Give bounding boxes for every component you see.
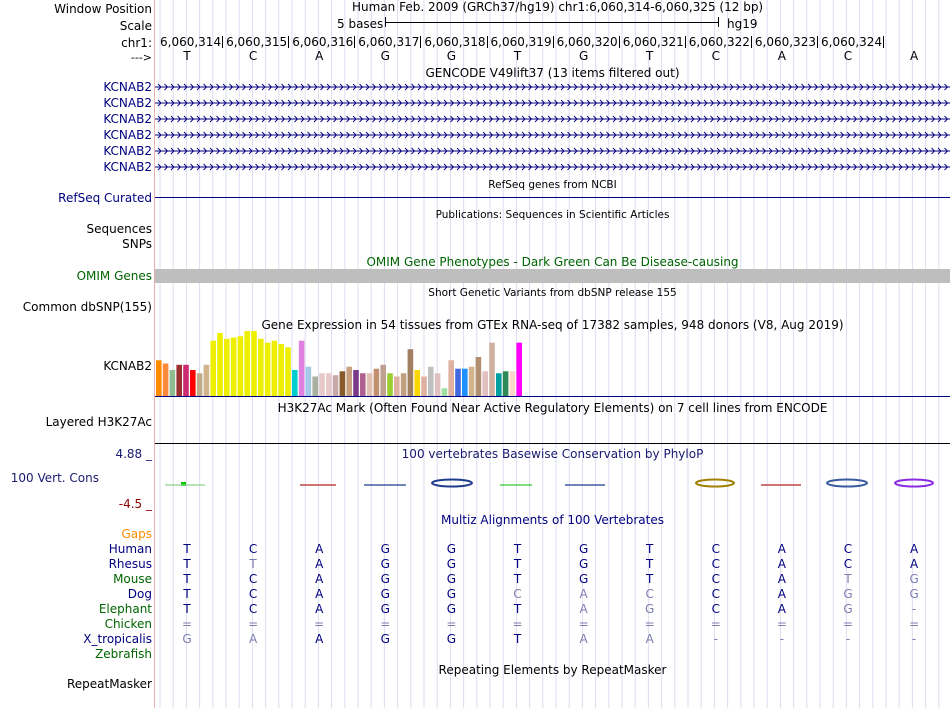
position-tick-label: 6,060,323 <box>754 35 816 49</box>
species-label-mouse[interactable]: Mouse <box>113 572 152 586</box>
scale-bar-left-tick <box>385 17 386 27</box>
species-label-dog[interactable]: Dog <box>127 587 152 601</box>
gtex-tissue-bar <box>170 370 176 396</box>
position-tick <box>487 36 488 48</box>
gtex-tissue-bar <box>299 341 305 396</box>
gencode-item-label[interactable]: KCNAB2 <box>103 160 152 174</box>
gtex-tissue-bar <box>482 371 488 396</box>
base-letter: C <box>843 49 853 63</box>
position-tick-label: 6,060,324 <box>821 35 883 49</box>
alignment-base: A <box>777 542 786 556</box>
alignment-base: C <box>248 602 258 616</box>
position-tick <box>354 36 355 48</box>
position-tick-label: 6,060,317 <box>358 35 420 49</box>
position-tick <box>883 36 884 48</box>
gtex-tissue-bar <box>197 373 203 396</box>
alignment-base: - <box>713 632 718 646</box>
gtex-tissue-bar <box>346 367 352 396</box>
phylop-score-mark <box>696 480 734 487</box>
base-letter: C <box>248 49 258 63</box>
dbsnp-track-title: Short Genetic Variants from dbSNP release 155 <box>428 287 677 299</box>
assembly-label: hg19 <box>727 17 758 31</box>
position-tick-label: 6,060,320 <box>556 35 618 49</box>
species-label-elephant[interactable]: Elephant <box>98 602 152 616</box>
alignment-base: C <box>711 587 720 601</box>
species-label-x-tropicalis[interactable]: X_tropicalis <box>83 632 152 646</box>
alignment-base: - <box>911 602 917 616</box>
gtex-tissue-bar <box>272 341 278 396</box>
phylop-max-label: 4.88 _ <box>115 447 152 461</box>
position-tick-label: 6,060,322 <box>688 35 750 49</box>
gaps-track-label[interactable]: Gaps <box>121 527 152 541</box>
multiz-track-title: Multiz Alignments of 100 Vertebrates <box>440 513 665 527</box>
base-letter: T <box>183 49 191 63</box>
snps-track-label[interactable]: SNPs <box>122 237 152 251</box>
alignment-base: T <box>646 557 654 571</box>
gencode-item-label[interactable]: KCNAB2 <box>103 112 152 126</box>
track-image[interactable] <box>155 0 950 708</box>
alignment-base: T <box>646 542 654 556</box>
base-letter: A <box>315 49 324 63</box>
strand-arrow-label: ---> <box>130 51 152 64</box>
alignment-base: G <box>380 602 390 616</box>
alignment-base: = <box>644 617 655 631</box>
omim-track-title: OMIM Gene Phenotypes - Dark Green Can Be Disease-causing <box>366 255 739 269</box>
gtex-tissue-bar <box>258 339 264 396</box>
alignment-base: = <box>512 617 523 631</box>
base-letter: G <box>380 49 390 63</box>
species-label-zebrafish[interactable]: Zebrafish <box>95 647 152 661</box>
alignment-base: A <box>645 632 654 646</box>
gtex-tissue-bar <box>401 373 407 396</box>
alignment-base: = <box>446 617 457 631</box>
alignment-base: T <box>646 572 654 586</box>
gtex-tissue-bar <box>360 373 366 396</box>
position-tick <box>685 36 686 48</box>
position-tick-label: 6,060,314 <box>160 35 222 49</box>
gencode-track-title: GENCODE V49lift37 (13 items filtered out) <box>425 66 680 80</box>
alignment-base: G <box>843 602 853 616</box>
publications-track-title: Publications: Sequences in Scientific Articles <box>435 209 670 221</box>
alignment-base: = <box>776 617 787 631</box>
alignment-base: T <box>183 587 191 601</box>
alignment-base: T <box>183 602 191 616</box>
gtex-tissue-bar <box>367 373 373 396</box>
phylop-score-mark <box>827 480 867 487</box>
repeatmasker-track-title: Repeating Elements by RepeatMasker <box>438 663 667 677</box>
gtex-bar-chart[interactable] <box>155 329 555 397</box>
base-letter: T <box>646 49 654 63</box>
alignment-base: T <box>183 572 191 586</box>
gtex-tissue-bar <box>516 343 522 396</box>
gtex-tissue-bar <box>387 373 393 396</box>
alignment-base: A <box>579 602 588 616</box>
base-letter: A <box>909 49 919 63</box>
alignment-base: T <box>513 542 522 556</box>
alignment-base: G <box>446 542 457 556</box>
gtex-tissue-bar <box>292 370 298 396</box>
gtex-tissue-bar <box>210 341 216 396</box>
alignment-base: - <box>845 632 851 646</box>
refseq-track-label[interactable]: RefSeq Curated <box>58 191 152 205</box>
gtex-tissue-bar <box>489 343 495 396</box>
scale-label: Scale <box>119 19 152 33</box>
species-label-chicken[interactable]: Chicken <box>104 617 152 631</box>
alignment-base: C <box>248 542 258 556</box>
gtex-tissue-bar <box>435 373 441 396</box>
phylop-conservation-graph[interactable] <box>155 472 950 502</box>
gtex-tissue-bar <box>421 377 427 397</box>
alignment-base: A <box>315 572 324 586</box>
gtex-tissue-bar <box>394 377 400 397</box>
gtex-tissue-bar <box>156 360 162 396</box>
alignment-base: G <box>380 632 390 646</box>
h3k27ac-baseline <box>155 443 950 444</box>
phylop-track-label[interactable]: 100 Vert. Cons <box>10 471 99 485</box>
species-label-rhesus[interactable]: Rhesus <box>108 557 152 571</box>
gtex-tissue-bar <box>231 338 237 397</box>
gtex-tissue-bar <box>238 336 244 396</box>
base-letter: G <box>578 49 589 63</box>
alignment-base: A <box>315 632 324 646</box>
gtex-tissue-bar <box>408 349 414 396</box>
alignment-base: = <box>248 617 259 631</box>
alignment-base: A <box>909 542 919 556</box>
position-tick-label: 6,060,316 <box>292 35 354 49</box>
alignment-base: C <box>711 557 720 571</box>
gtex-tissue-bar <box>353 370 359 396</box>
gtex-tissue-bar <box>251 331 257 396</box>
position-tick-label: 6,060,321 <box>622 35 684 49</box>
alignment-base: C <box>711 572 720 586</box>
gencode-item-label[interactable]: KCNAB2 <box>103 80 152 94</box>
alignment-base: A <box>315 587 324 601</box>
alignment-base: - <box>911 632 917 646</box>
alignment-base: G <box>578 557 589 571</box>
gencode-features[interactable] <box>155 80 950 180</box>
gtex-tissue-bar <box>163 364 169 397</box>
gtex-track-title: Gene Expression in 54 tissues from GTEx RNA-seq of 17382 samples, 948 donors (V8, Aug 2019) <box>261 318 844 332</box>
alignment-base: = <box>909 617 920 631</box>
gtex-tissue-bar <box>265 343 271 396</box>
alignment-base: G <box>446 632 457 646</box>
gtex-tissue-bar <box>217 333 223 396</box>
alignment-base: = <box>380 617 391 631</box>
gtex-track-label[interactable]: KCNAB2 <box>103 359 152 373</box>
alignment-base: G <box>380 542 390 556</box>
phylop-score-mark <box>895 480 933 487</box>
position-tick <box>288 36 289 48</box>
alignment-base: = <box>710 617 721 631</box>
alignment-base: = <box>842 617 854 631</box>
omim-gene-bar[interactable] <box>155 269 950 283</box>
alignment-base: A <box>579 632 588 646</box>
alignment-base: = <box>314 617 325 631</box>
base-letter: A <box>777 49 786 63</box>
alignment-base: G <box>645 602 655 616</box>
gtex-tissue-bar <box>455 369 461 396</box>
alignment-base: G <box>843 587 853 601</box>
scale-bar <box>385 22 718 23</box>
alignment-base: C <box>843 557 853 571</box>
chr-label: chr1: <box>121 36 152 50</box>
alignment-base: A <box>315 542 324 556</box>
alignment-base: G <box>446 587 457 601</box>
sequences-track-label[interactable]: Sequences <box>86 222 152 236</box>
refseq-track-title: RefSeq genes from NCBI <box>488 179 617 191</box>
alignment-base: C <box>513 587 522 601</box>
phylop-track-title: 100 vertebrates Basewise Conservation by PhyloP <box>401 447 704 461</box>
scale-text: 5 bases <box>337 17 384 31</box>
gtex-tissue-bar <box>306 367 312 396</box>
gtex-tissue-bar <box>285 347 291 396</box>
phylop-score-mark <box>432 480 472 487</box>
alignment-base: T <box>183 542 191 556</box>
window-position-text: Human Feb. 2009 (GRCh37/hg19) chr1:6,060,314-6,060,325 (12 bp) <box>352 0 764 14</box>
alignment-base: G <box>578 542 589 556</box>
gtex-tissue-bar <box>448 360 454 396</box>
h3k27ac-track-title: H3K27Ac Mark (Often Found Near Active Regulatory Elements) on 7 cell lines from ENCODE <box>277 401 828 415</box>
species-label-human[interactable]: Human <box>108 542 152 556</box>
gtex-tissue-bar <box>510 371 516 396</box>
alignment-base: T <box>844 572 852 586</box>
alignment-base: C <box>248 572 258 586</box>
position-tick-label: 6,060,315 <box>226 35 288 49</box>
alignment-base: G <box>380 587 390 601</box>
position-tick <box>817 36 818 48</box>
alignment-base: A <box>248 632 258 646</box>
alignment-base: C <box>711 542 720 556</box>
alignment-base: C <box>711 602 720 616</box>
alignment-base: A <box>315 602 324 616</box>
alignment-base: G <box>380 557 390 571</box>
gtex-tissue-bar <box>278 344 284 396</box>
phylop-min-label: -4.5 _ <box>118 497 152 511</box>
dbsnp-track-label[interactable]: Common dbSNP(155) <box>22 300 152 314</box>
gtex-tissue-bar <box>428 367 434 396</box>
track-label-column <box>0 0 152 708</box>
alignment-base: G <box>909 572 919 586</box>
gtex-tissue-bar <box>442 388 448 396</box>
gencode-item-label[interactable]: KCNAB2 <box>103 128 152 142</box>
position-tick-label: 6,060,318 <box>424 35 486 49</box>
gtex-tissue-bar <box>204 365 210 396</box>
repeatmasker-track-label[interactable]: RepeatMasker <box>66 677 152 691</box>
alignment-base: T <box>513 572 522 586</box>
gtex-tissue-bar <box>326 373 332 396</box>
gtex-tissue-bar <box>469 367 475 396</box>
alignment-base: A <box>777 602 786 616</box>
gtex-tissue-bar <box>224 339 230 396</box>
h3k27ac-track-label[interactable]: Layered H3K27Ac <box>45 415 152 429</box>
base-letter: G <box>446 49 457 63</box>
gtex-tissue-bar <box>333 375 339 396</box>
gtex-tissue-bar <box>183 365 189 396</box>
position-tick <box>619 36 620 48</box>
gtex-tissue-bar <box>340 371 346 396</box>
base-letter: T <box>513 49 522 63</box>
gtex-tissue-bar <box>476 357 482 396</box>
alignment-base: G <box>578 572 589 586</box>
gtex-tissue-bar <box>176 365 182 396</box>
gtex-tissue-bar <box>374 369 380 396</box>
position-tick <box>751 36 752 48</box>
position-tick <box>420 36 421 48</box>
alignment-base: T <box>513 602 522 616</box>
alignment-base: A <box>909 557 919 571</box>
alignment-base: T <box>513 632 522 646</box>
alignment-base: T <box>183 557 191 571</box>
alignment-base: A <box>777 587 786 601</box>
alignment-base: G <box>182 632 192 646</box>
gencode-item-label[interactable]: KCNAB2 <box>103 144 152 158</box>
gtex-tissue-bar <box>462 369 468 396</box>
alignment-base: A <box>777 572 786 586</box>
alignment-base: - <box>779 632 785 646</box>
alignment-base: A <box>777 557 786 571</box>
alignment-base: G <box>446 572 457 586</box>
omim-track-label[interactable]: OMIM Genes <box>76 269 152 283</box>
position-tick <box>553 36 554 48</box>
refseq-track-line[interactable] <box>155 197 950 198</box>
gtex-tissue-bar <box>244 331 250 396</box>
alignment-base: G <box>909 587 919 601</box>
gtex-tissue-bar <box>503 371 509 396</box>
gtex-tissue-bar <box>190 370 196 396</box>
gtex-baseline <box>155 396 950 397</box>
alignment-base: C <box>248 587 258 601</box>
alignment-base: = <box>578 617 589 631</box>
alignment-base: T <box>249 557 257 571</box>
base-letter: C <box>711 49 720 63</box>
position-tick <box>222 36 223 48</box>
gencode-item-label[interactable]: KCNAB2 <box>103 96 152 110</box>
position-tick-label: 6,060,319 <box>490 35 552 49</box>
gtex-tissue-bar <box>380 365 386 396</box>
gtex-tissue-bar <box>319 373 325 396</box>
scale-bar-right-tick <box>718 17 719 27</box>
window-position-label: Window Position <box>54 2 152 16</box>
alignment-base: T <box>513 557 522 571</box>
alignment-base: G <box>380 572 390 586</box>
gtex-tissue-bar <box>496 373 502 396</box>
alignment-base: C <box>843 542 853 556</box>
alignment-base: = <box>181 617 193 631</box>
gtex-tissue-bar <box>414 370 420 396</box>
alignment-base: G <box>446 602 457 616</box>
alignment-base: C <box>645 587 654 601</box>
alignment-base: A <box>579 587 588 601</box>
alignment-base: A <box>315 557 324 571</box>
gtex-tissue-bar <box>312 377 318 397</box>
alignment-base: G <box>446 557 457 571</box>
